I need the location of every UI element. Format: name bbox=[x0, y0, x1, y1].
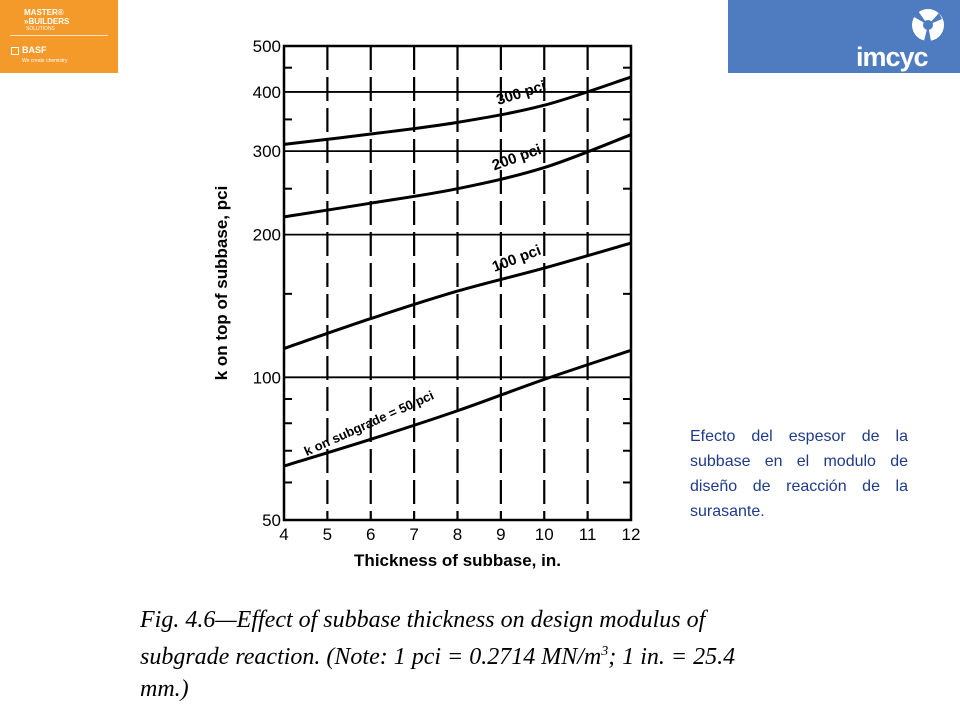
x-tick-label-8: 8 bbox=[452, 525, 463, 544]
x-tick-label-4: 4 bbox=[279, 525, 289, 544]
imcyc-logo bbox=[728, 0, 960, 73]
basf-logo bbox=[0, 0, 118, 73]
x-tick-label-9: 9 bbox=[496, 525, 506, 544]
series-label-1: k on subgrade = 50 pci bbox=[301, 387, 437, 459]
x-tick-label-7: 7 bbox=[409, 525, 419, 544]
side-caption: Efecto del espesor de la subbase en el modulo de diseño de reacción de la surasante. bbox=[690, 428, 908, 520]
x-axis-ticks bbox=[279, 525, 640, 544]
y-tick-label-50: 50 bbox=[262, 511, 281, 530]
y-tick-label-100: 100 bbox=[252, 368, 281, 388]
figure-caption-text-end: ; 1 in. = 25.4 mm.) bbox=[140, 644, 736, 702]
imcyc-emblem-icon bbox=[911, 8, 945, 42]
solutions-label: SOLUTIONS bbox=[26, 26, 55, 32]
y-axis-label: k on top of subbase, pci bbox=[212, 185, 231, 381]
series-label-4: 300 pci bbox=[494, 77, 549, 109]
figure-caption-superscript: 3 bbox=[601, 644, 609, 659]
x-tick-label-6: 6 bbox=[366, 525, 376, 544]
x-axis-label: Thickness of subbase, in. bbox=[354, 551, 561, 570]
basf-tagline: We create chemistry bbox=[22, 58, 68, 64]
series-labels bbox=[302, 78, 548, 459]
y-tick-label-200: 200 bbox=[252, 225, 281, 245]
logo-divider bbox=[10, 35, 108, 36]
x-tick-label-10: 10 bbox=[534, 525, 554, 544]
figure-caption-text: Fig. 4.6—Effect of subbase thickness on design modulus of subgrade reaction. (Note: 1 pci = 0.2714 MN/m bbox=[140, 607, 706, 670]
x-tick-label-11: 11 bbox=[578, 525, 597, 544]
figure-caption bbox=[140, 604, 740, 705]
series-label-3: 200 pci bbox=[489, 141, 544, 175]
series-label-2: 100 pci bbox=[489, 241, 544, 276]
master-builders-wordmark: MASTER® »BUILDERS bbox=[24, 8, 70, 26]
y-tick-label-500: 500 bbox=[252, 37, 281, 56]
y-tick-label-400: 400 bbox=[252, 82, 281, 102]
subbase-thickness-chart bbox=[200, 30, 650, 585]
imcyc-wordmark: imcyc bbox=[856, 42, 928, 72]
x-tick-label-5: 5 bbox=[322, 525, 333, 544]
basf-square-icon bbox=[11, 47, 19, 55]
y-tick-label-300: 300 bbox=[252, 142, 281, 162]
basf-wordmark: BASF bbox=[22, 45, 47, 55]
x-tick-label-12: 12 bbox=[621, 525, 641, 544]
